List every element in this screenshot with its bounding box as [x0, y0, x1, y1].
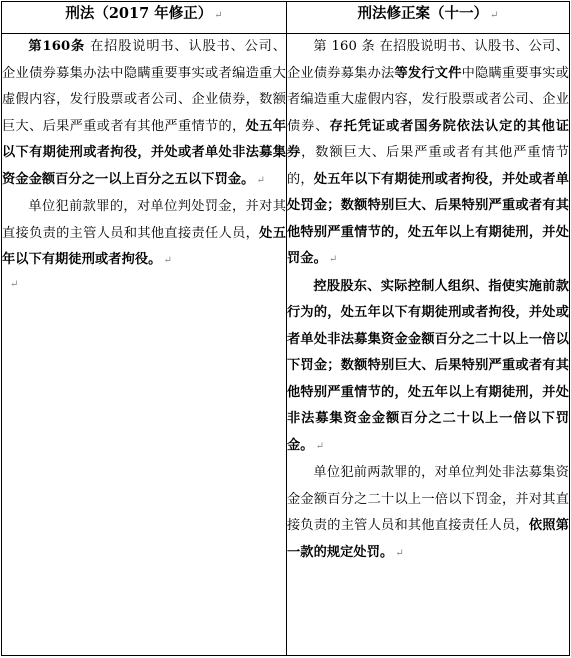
paragraph-mark-icon: ↵ — [163, 255, 172, 266]
paragraph-mark-icon: ↵ — [315, 440, 325, 452]
right-paragraph-1 — [287, 34, 569, 274]
paragraph-mark-icon: ↵ — [490, 10, 499, 21]
paragraph-mark-icon: ↵ — [10, 278, 19, 290]
left-p1-text: 在招股说明书、认股书、公司、企业债券募集办法中隐瞒重要事实或者编造重大虚假内容，发行股票或者公司、企业债券，数额巨大、后果严重或者有其他严重情节的， — [2, 39, 287, 134]
left-column-header — [2, 2, 287, 34]
right-p1-penalty: 处五年以下有期徒刑或者拘役，并处或者单处罚金；数额特别巨大、后果特别严重或者有其他特别严重情节的，处五年以上有期徒刑，并处罚金。 — [287, 171, 569, 266]
right-p3-penalty: 依照第一款的规定处罚。 — [287, 518, 569, 560]
left-cell — [2, 34, 287, 656]
left-p1-penalty: 处五年以下有期徒刑或者拘役，并处或者单处非法募集资金金额百分之一以上百分之五以下罚金。 — [2, 118, 286, 187]
paragraph-mark-icon: ↵ — [214, 10, 223, 21]
right-paragraph-2 — [287, 274, 569, 461]
right-column-header — [287, 2, 570, 34]
right-p1-text-b: 中隐瞒重要事实或者编造重大虚假内容，发行股票或者公司、企业债券、 — [287, 65, 569, 134]
right-p2-text: 控股股东、实际控制人组织、指使实施前款行为的，处五年以下有期徒刑或者拘役，并处或者单处非法募集资金金额百分之二十以上一倍以下罚金；数额特别巨大、后果特别严重或者有其他特别严重情节的，处五年以上有期徒刑，并处非法募集资金金额百分之二十以上一倍以下罚金。 — [287, 278, 569, 453]
content-row — [2, 34, 570, 656]
right-header-text: 刑法修正案（十一） — [357, 5, 489, 22]
right-p1-text-a: 第 160 条 在招股说明书、认股书、公司、企业债券募集办法 — [287, 39, 569, 81]
right-p1-added-a: 等发行文件 — [394, 65, 462, 81]
right-p1-added-b: 存托凭证或者国务院依法认定的其他证券 — [287, 118, 569, 160]
article-number: 第160条 — [28, 39, 86, 54]
left-header-text: 刑法（2017 年修正） — [65, 5, 213, 22]
header-row — [2, 2, 570, 34]
paragraph-mark-icon: ↵ — [328, 254, 338, 265]
right-p1-text-c: ，数额巨大、后果严重或者有其他严重情节的， — [287, 145, 569, 187]
comparison-table — [1, 1, 570, 656]
paragraph-mark-icon: ↵ — [395, 547, 404, 559]
left-p2-penalty: 处五年以下有期徒刑或者拘役。 — [2, 225, 286, 267]
right-cell — [287, 34, 570, 656]
left-paragraph-2 — [2, 194, 286, 275]
left-paragraph-1 — [2, 34, 286, 194]
right-paragraph-3 — [287, 460, 569, 567]
paragraph-mark-icon: ↵ — [256, 174, 265, 186]
right-p3-text: 单位犯前两款罪的，对单位判处非法募集资金金额百分之二十以上一倍以下罚金，并对其直接负责的主管人员和其他直接责任人员， — [287, 465, 569, 533]
left-p2-text: 单位犯前款罪的，对单位判处罚金，并对其直接负责的主管人员和其他直接责任人员， — [2, 199, 286, 241]
